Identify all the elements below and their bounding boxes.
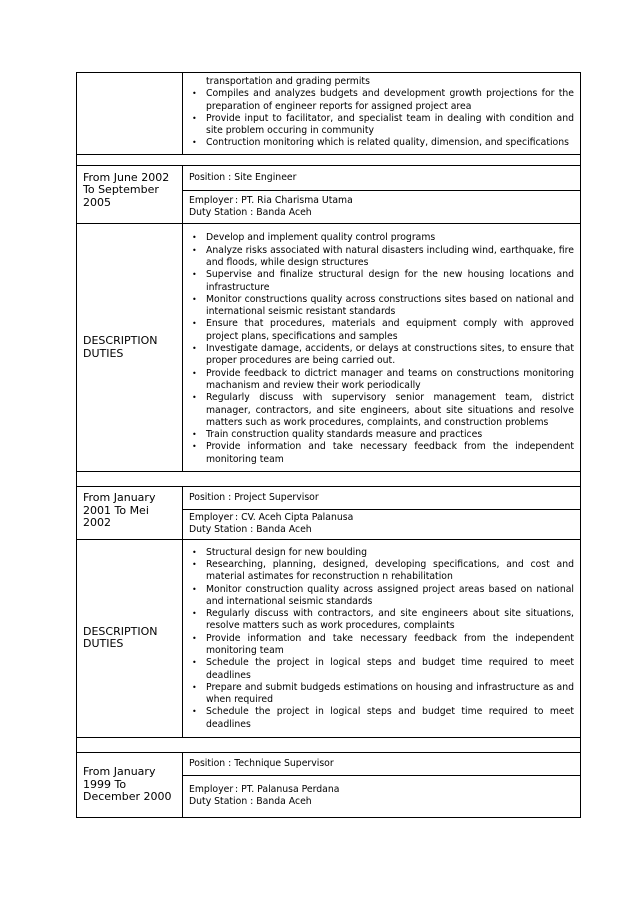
list-item: • Provide input to facilitator, and specialist team in dealing with condition and site problem occuring in community: [189, 113, 574, 138]
period-line: From January: [83, 491, 156, 505]
employer-line: [189, 195, 574, 207]
description-label: [77, 539, 183, 737]
employer-key: Employer: [189, 512, 234, 524]
list-item: • Investigate damage, accidents, or delays at constructions sites, to ensure that proper procedures are being carried out.: [189, 343, 574, 368]
list-item: • Schedule the project in logical steps and budget time required to meet deadlines: [189, 657, 574, 682]
spacer-row: [77, 154, 581, 165]
job-duties-row: [77, 539, 581, 737]
employer-value: : PT. Palanusa Perdana: [235, 784, 340, 796]
job-position: Position : Project Supervisor: [183, 487, 581, 510]
list-item: • Structural design for new boulding: [189, 547, 574, 559]
period-line: From January: [83, 765, 156, 779]
job-position-row: [77, 487, 581, 510]
list-item: • Develop and implement quality control programs: [189, 232, 574, 244]
period-line: 2002: [83, 516, 111, 530]
spacer-row: [77, 472, 581, 487]
list-item: • Schedule the project in logical steps and budget time required to meet deadlines: [189, 706, 574, 731]
list-item: • Analyze risks associated with natural disasters including wind, earthquake, fire and floods, while design structures: [189, 245, 574, 270]
list-item: • Researching, planning, designed, developing specifications, and cost and material astimates for reconstruction n rehabilitation: [189, 559, 574, 584]
period-line: 2005: [83, 195, 111, 209]
experience-table: [76, 72, 581, 818]
period-line: December 2000: [83, 790, 172, 804]
list-item: • Prepare and submit budgeds estimations on housing and infrastructure as and when required: [189, 682, 574, 707]
employer-value: : CV. Aceh Cipta Palanusa: [235, 512, 354, 524]
description-label-line: DESCRIPTION: [83, 334, 158, 348]
job-employer-cell: [183, 510, 581, 540]
job-position-row: [77, 165, 581, 190]
period-line: From June 2002: [83, 170, 170, 184]
duty-station: Duty Station : Banda Aceh: [189, 207, 312, 219]
list-item: • Provide information and take necessary feedback from the independent monitoring team: [189, 441, 574, 466]
list-item: • Provide information and take necessary feedback from the independent monitoring team: [189, 633, 574, 658]
description-label: [77, 224, 183, 472]
employer-line: [189, 784, 574, 796]
continued-duties-row: [77, 73, 581, 155]
spacer-row: [77, 738, 581, 753]
list-item: • Contruction monitoring which is related quality, dimension, and specifications: [189, 137, 574, 149]
list-item: • Regularly discuss with contractors, and site engineers about site situations, resolve matters such as work procedures, complaints: [189, 608, 574, 633]
list-item: • Supervise and finalize structural design for the new housing locations and infrastructure: [189, 269, 574, 294]
duties-cell: [183, 539, 581, 737]
description-label-line: DUTIES: [83, 637, 124, 651]
period-line: 2001 To Mei: [83, 503, 149, 517]
job-period: [77, 487, 183, 540]
list-item: • Compiles and analyzes budgets and development growth projections for the preparation of engineer reports for assigned project area: [189, 88, 574, 113]
job-duties-row: [77, 224, 581, 472]
list-item: transportation and grading permits: [206, 76, 370, 87]
cv-page: [76, 72, 580, 818]
continued-duties-cell: [183, 73, 581, 155]
list-item: • Regularly discuss with supervisory senior management team, district manager, contractors, and site engineers, about site situations and resolve matters such as work procedures, complaints, and construction problems: [189, 392, 574, 429]
period-line: 1999 To: [83, 777, 127, 791]
empty-label-cell: [77, 73, 183, 155]
job-employer-cell: [183, 190, 581, 224]
list-item: • Monitor constructions quality across constructions sites based on national and international seismic resistant standards: [189, 294, 574, 319]
job-position: Position : Technique Supervisor: [183, 753, 581, 776]
employer-value: : PT. Ria Charisma Utama: [235, 194, 353, 206]
list-item: • Train construction quality standards measure and practices: [189, 429, 574, 441]
employer-key: Employer: [189, 784, 234, 796]
continued-duties-list: [189, 76, 574, 150]
description-label-line: DUTIES: [83, 346, 124, 360]
job-employer-cell: [183, 776, 581, 818]
description-label-line: DESCRIPTION: [83, 624, 158, 638]
duties-list: [189, 232, 574, 466]
period-line: To September: [83, 183, 159, 197]
job-period: [77, 165, 183, 224]
employer-key: Employer: [189, 194, 234, 206]
list-item: • Monitor construction quality across assigned project areas based on national and international seismic standards: [189, 584, 574, 609]
job-period: [77, 753, 183, 818]
list-item: • Provide feedback to dictrict manager and teams on constructions monitoring machanism and review their work periodically: [189, 368, 574, 393]
job-position-row: [77, 753, 581, 776]
duty-station: Duty Station : Banda Aceh: [189, 796, 312, 808]
duty-station: Duty Station : Banda Aceh: [189, 524, 312, 536]
duties-list: [189, 547, 574, 731]
list-item: • Ensure that procedures, materials and equipment comply with approved project plans, specifications and samples: [189, 318, 574, 343]
duties-cell: [183, 224, 581, 472]
job-position: Position : Site Engineer: [183, 165, 581, 190]
employer-line: [189, 512, 574, 524]
